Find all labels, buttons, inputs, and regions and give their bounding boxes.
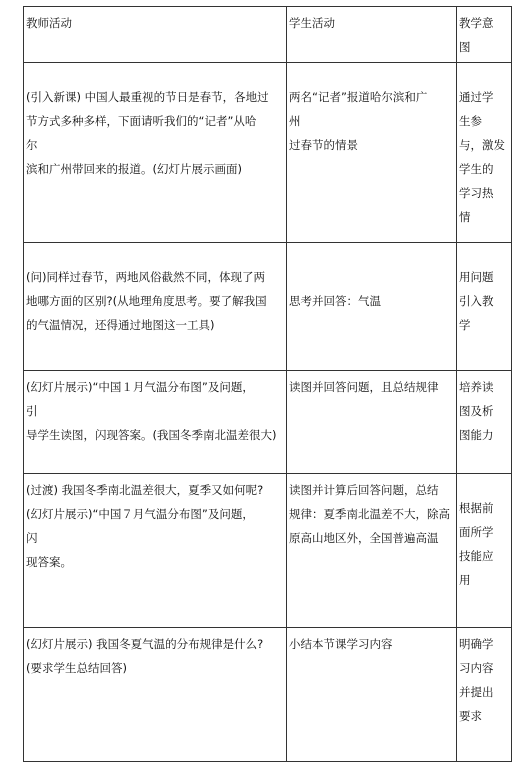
header-student-text: 学生活动 — [289, 16, 335, 30]
table-row — [24, 243, 512, 371]
cell-line: 引 — [26, 404, 38, 418]
cell-line: 学习热 — [459, 186, 494, 200]
teaching-intent-cell — [457, 474, 512, 628]
table-row — [24, 474, 512, 628]
teaching-intent-cell — [457, 628, 512, 762]
header-student-activity — [287, 7, 457, 63]
teacher-activity-cell — [24, 243, 287, 371]
cell-line: 要求 — [459, 709, 482, 723]
cell-line: 用问题 — [459, 270, 494, 284]
cell-line: 滨和广州带回来的报道。(幻灯片展示画面) — [26, 162, 242, 176]
table-row — [24, 371, 512, 474]
cell-line: 思考并回答：气温 — [289, 294, 381, 308]
cell-line: 用 — [459, 573, 471, 587]
cell-line: 面所学 — [459, 525, 494, 539]
table-row — [24, 628, 512, 762]
cell-line: 并提出 — [459, 685, 494, 699]
lesson-plan-table — [23, 6, 512, 762]
header-intent-line: 图 — [459, 40, 471, 54]
cell-line: 地哪方面的区别?(从地理角度思考。要了解我国 — [26, 294, 267, 308]
cell-line: (幻灯片展示) 我国冬夏气温的分布规律是什么? — [26, 637, 264, 651]
cell-line: 尔 — [26, 138, 38, 152]
cell-line: 州 — [289, 114, 301, 128]
header-intent-line: 教学意 — [459, 16, 494, 30]
cell-line: 过春节的情景 — [289, 138, 358, 152]
cell-line: (问)同样过春节，两地风俗截然不同，体现了两 — [26, 270, 265, 284]
header-teaching-intent — [457, 7, 512, 63]
cell-line: 读图并回答问题，且总结规律 — [289, 380, 439, 394]
cell-line: (引入新课) 中国人最重视的节日是春节，各地过 — [26, 90, 269, 104]
cell-line — [289, 265, 454, 289]
cell-line: 小结本节课学习内容 — [289, 637, 393, 651]
cell-line: 习内容 — [459, 661, 494, 675]
teacher-activity-cell — [24, 628, 287, 762]
cell-line: 引入教 — [459, 294, 494, 308]
student-activity-cell — [287, 371, 457, 474]
cell-line: 通过学 — [459, 90, 494, 104]
cell-line: 节方式多种多样，下面请听我们的“记者”从哈 — [26, 114, 257, 128]
cell-line: (要求学生总结回答) — [26, 661, 127, 675]
cell-line: 根据前 — [459, 501, 494, 515]
cell-line: 生参 — [459, 114, 482, 128]
cell-line: 闪 — [26, 531, 38, 545]
cell-line: (过渡) 我国冬季南北温差很大，夏季又如何呢? — [26, 483, 264, 497]
cell-line: 情 — [459, 210, 471, 224]
header-row — [24, 7, 512, 63]
cell-line: 技能应 — [459, 549, 494, 563]
cell-line: 原高山地区外，全国普遍高温 — [289, 531, 439, 545]
cell-line: 的气温情况，还得通过地图这一工具) — [26, 318, 215, 332]
cell-line: 与，激发 — [459, 138, 505, 152]
header-teacher-text: 教师活动 — [26, 16, 72, 30]
teaching-intent-cell — [457, 371, 512, 474]
cell-line: 学 — [459, 318, 471, 332]
teacher-activity-cell — [24, 63, 287, 243]
cell-line: 现答案。 — [26, 555, 72, 569]
teacher-activity-cell — [24, 474, 287, 628]
cell-line: 导学生读图，闪现答案。(我国冬季南北温差很大) — [26, 428, 277, 442]
cell-line: 读图并计算后回答问题，总结 — [289, 483, 439, 497]
cell-line: (幻灯片展示)“中国１月气温分布图”及问题， — [26, 380, 254, 394]
student-activity-cell — [287, 63, 457, 243]
cell-line: 图能力 — [459, 428, 494, 442]
cell-line: 规律：夏季南北温差不大，除高 — [289, 507, 450, 521]
cell-line: 图及析 — [459, 404, 494, 418]
student-activity-cell — [287, 474, 457, 628]
cell-line: (幻灯片展示)“中国７月气温分布图”及问题， — [26, 507, 254, 521]
student-activity-cell — [287, 243, 457, 371]
table-row — [24, 63, 512, 243]
teaching-intent-cell — [457, 63, 512, 243]
cell-line: 两名“记者”报道哈尔滨和广 — [289, 90, 428, 104]
teaching-intent-cell — [457, 243, 512, 371]
teacher-activity-cell — [24, 371, 287, 474]
cell-line: 培养读 — [459, 380, 494, 394]
cell-line: 明确学 — [459, 637, 494, 651]
student-activity-cell — [287, 628, 457, 762]
header-teacher-activity — [24, 7, 287, 63]
cell-line: 学生的 — [459, 162, 494, 176]
